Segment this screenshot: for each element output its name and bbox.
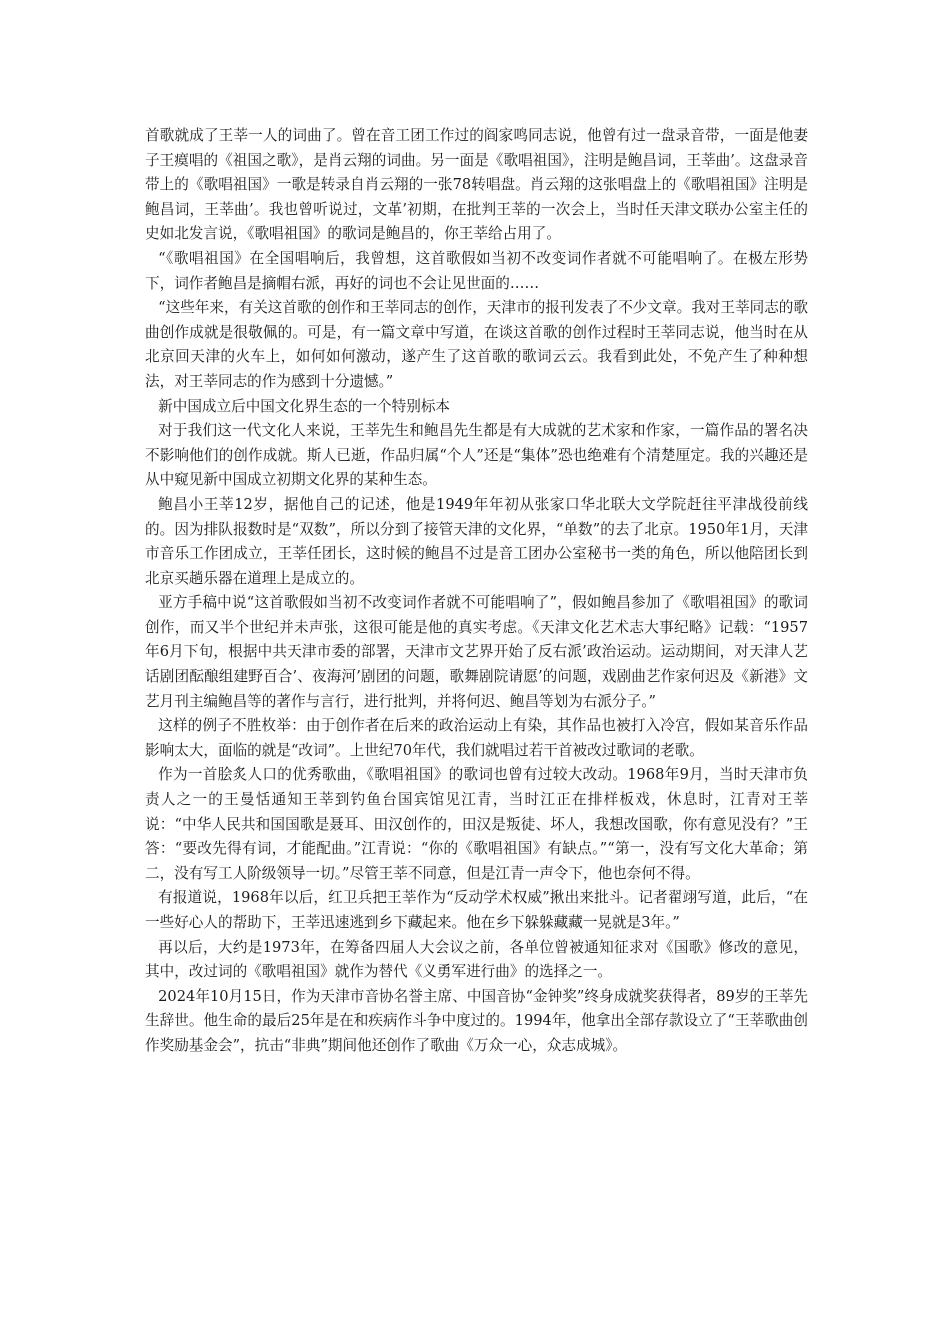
paragraph-3: “这些年来，有关这首歌的创作和王莘同志的创作，天津市的报刊发表了不少文章。我对王莘同志的歌曲创作成就是很敬佩的。可是，有一篇文章中写道，在谈这首歌的创作过程时王莘同志说，他当时在从北京回天津的火车上，如何如何激动，遂产生了这首歌的歌词云云。我看到此处，不免产生了种种想法，对王莘同志的作为感到十分遗憾。” [145, 299, 808, 390]
paragraph-6: 鲍昌小王莘12岁，据他自己的记述，他是1949年年初从张家口华北联大文学院赶往平津战役前线的。因为排队报数时是“双数”，所以分到了接管天津的文化界，“单数”的去了北京。1950年1月，天津市音乐工作团成立，王莘任团长，这时候的鲍昌不过是音工团办公室秘书一类的角色，所以他陪团长到北京买趟乐器在道理上是成立的。 [145, 495, 808, 587]
article-body [145, 124, 808, 1059]
paragraph-10: 有报道说，1968年以后，红卫兵把王莘作为“反动学术权威”揪出来批斗。记者翟翊写道，此后，“在一些好心人的帮助下，王莘迅速逃到乡下藏起来。他在乡下躲躲藏藏一晃就是3年。” [145, 889, 808, 931]
paragraph-12: 2024年10月15日，作为天津市音协名誉主席、中国音协“金钟奖”终身成就奖获得者，89岁的王莘先生辞世。他生命的最后25年是在和疾病作斗争中度过的。1994年，他拿出全部存款设立了“王莘歌曲创作奖励基金会”，抗击“非典”期间他还创作了歌曲《万众一心，众志成城》。 [145, 987, 808, 1054]
paragraph-7: 亚方手稿中说“这首歌假如当初不改变词作者就不可能唱响了”，假如鲍昌参加了《歌唱祖国》的歌词创作，而又半个世纪并未声张，这很可能是他的真实考虑。《天津文化艺术志大事纪略》记载：“1957年6月下旬，根据中共天津市委的部署，天津市文艺界开始了反右派’政治运动。运动期间，对天津人艺话剧团酝酿组建野百合’、夜海河’剧团的问题，歌舞剧院请愿’的问题，戏剧曲艺作家何迟及《新港》文艺月刊主编鲍昌等的著作与言行，进行批判，并将何迟、鲍昌等划为右派分子。” [145, 594, 808, 710]
paragraph-1: 首歌就成了王莘一人的词曲了。曾在音工团工作过的阎家鸣同志说，他曾有过一盘录音带，一面是他妻子王瘼唱的《祖国之歌》，是肖云翔的词曲。另一面是《歌唱祖国》，注明是鲍昌词，王莘曲’。这盘录音带上的《歌唱祖国》一歌是转录自肖云翔的一张78转唱盘。肖云翔的这张唱盘上的《歌唱祖国》注明是鲍昌词，王莘曲’。我也曾听说过，文革’初期，在批判王莘的一次会上，当时任天津文联办公室主任的史如北发言说，《歌唱祖国》的歌词是鲍昌的，你王莘给占用了。 [145, 127, 808, 243]
paragraph-5: 对于我们这一代文化人来说，王莘先生和鲍昌先生都是有大成就的艺术家和作家，一篇作品的署名决不影响他们的创作成就。斯人已逝，作品归属“个人”还是“集体”恐也绝难有个清楚厘定。我的兴趣还是从中窥见新中国成立初期文化界的某种生态。 [145, 422, 808, 489]
section-heading: 新中国成立后中国文化界生态的一个特别标本 [158, 397, 451, 415]
paragraph-11: 再以后，大约是1973年，在筹备四届人大会议之前，各单位曾被通知征求对《国歌》修改的意见，其中，改过词的《歌唱祖国》就作为替代《义勇军进行曲》的选择之一。 [145, 938, 808, 981]
paragraph-9: 作为一首脍炙人口的优秀歌曲，《歌唱祖国》的歌词也曾有过较大改动。1968年9月，当时天津市负责人之一的王曼恬通知王莘到钓鱼台国宾馆见江青，当时江正在排样板戏，休息时，江青对王莘说：“中华人民共和国国歌是聂耳、田汉创作的，田汉是叛徒、坏人，我想改国歌，你有意见没有？”王答：“要改先得有词，才能配曲。”江青说：“你的《歌唱祖国》有缺点。”“第一，没有写文化大革命；第二，没有写工人阶级领导一切。”尽管王莘不同意，但是江青一声令下，他也奈何不得。 [145, 766, 808, 882]
paragraph-2: “《歌唱祖国》在全国唱响后，我曾想，这首歌假如当初不改变词作者就不可能唱响了。在极左形势下，词作者鲍昌是摘帽右派，再好的词也不会让见世面的…… [145, 249, 808, 292]
paragraph-8: 这样的例子不胜枚举：由于创作者在后来的政治运动上有染，其作品也被打入冷宫，假如某音乐作品影响太大，面临的就是“改词”。上世纪70年代，我们就唱过若干首被改过歌词的老歌。 [145, 717, 808, 759]
